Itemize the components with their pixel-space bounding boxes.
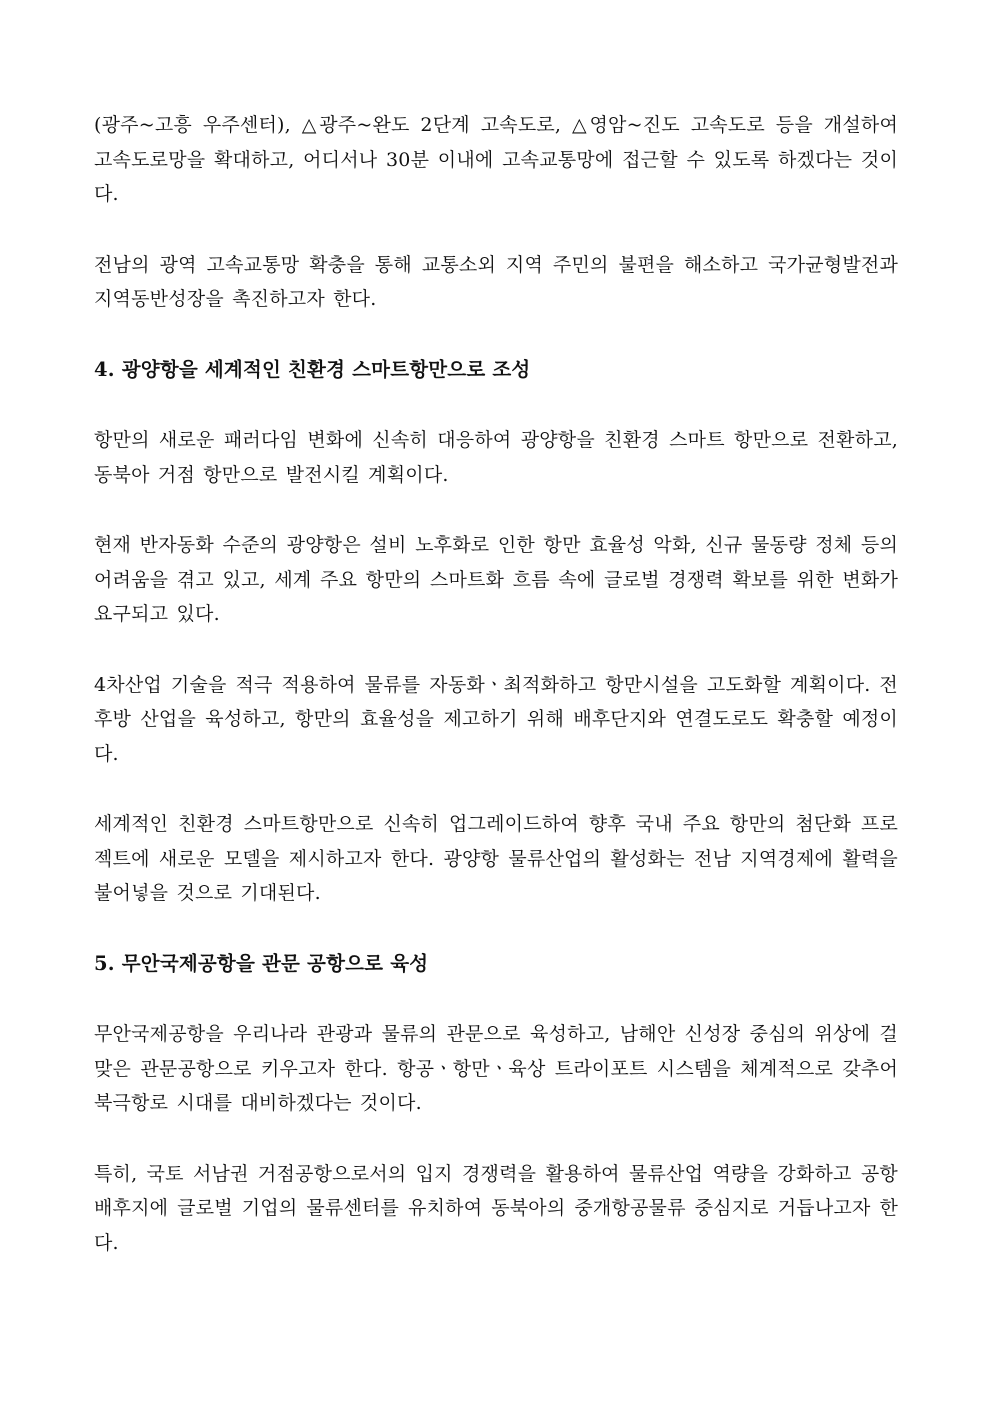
section-4-heading: 4. 광양항을 세계적인 친환경 스마트항만으로 조성: [94, 357, 531, 381]
section-4-paragraph-2: 현재 반자동화 수준의 광양항은 설비 노후화로 인한 항만 효율성 악화, 신규 물동량 정체 등의 어려움을 겪고 있고, 세계 주요 항만의 스마트화 흐름 속에 글로벌 경쟁력 확보를 위한 변화가 요구되고 있다.: [94, 534, 898, 625]
section-5-paragraph-2: 특히, 국토 서남권 거점공항으로서의 입지 경쟁력을 활용하여 물류산업 역량을 강화하고 공항 배후지에 글로벌 기업의 물류센터를 유치하여 동북아의 중개항공물류 중심지로 거듭나고자 한다.: [94, 1162, 898, 1254]
section-4-paragraph-3: 4차산업 기술을 적극 적용하여 물류를 자동화ㆍ최적화하고 항만시설을 고도화할 계획이다. 전후방 산업을 육성하고, 항만의 효율성을 제고하기 위해 배후단지와 연결도로도 확충할 예정이다.: [94, 673, 898, 765]
section-4-paragraph-4: 세계적인 친환경 스마트항만으로 신속히 업그레이드하여 향후 국내 주요 항만의 첨단화 프로젝트에 새로운 모델을 제시하고자 한다. 광양항 물류산업의 활성화는 전남 지역경제에 활력을 불어넣을 것으로 기대된다.: [94, 813, 898, 904]
document-page: [94, 108, 898, 1296]
intro-paragraph-1: (광주~고흥 우주센터), △광주~완도 2단계 고속도로, △영암~진도 고속도로 등을 개설하여 고속도로망을 확대하고, 어디서나 30분 이내에 고속교통망에 접근할 수 있도록 하겠다는 것이다.: [94, 114, 898, 205]
section-4-paragraph-1: 항만의 새로운 패러다임 변화에 신속히 대응하여 광양항을 친환경 스마트 항만으로 전환하고, 동북아 거점 항만으로 발전시킬 계획이다.: [94, 429, 898, 486]
intro-paragraph-2: 전남의 광역 고속교통망 확충을 통해 교통소외 지역 주민의 불편을 해소하고 국가균형발전과 지역동반성장을 촉진하고자 한다.: [94, 253, 898, 310]
section-5-paragraph-1: 무안국제공항을 우리나라 관광과 물류의 관문으로 육성하고, 남해안 신성장 중심의 위상에 걸맞은 관문공항으로 키우고자 한다. 항공ㆍ항만ㆍ육상 트라이포트 시스템을 체계적으로 갖추어 북극항로 시대를 대비하겠다는 것이다.: [94, 1023, 898, 1114]
section-5-heading: 5. 무안국제공항을 관문 공항으로 육성: [94, 951, 429, 975]
